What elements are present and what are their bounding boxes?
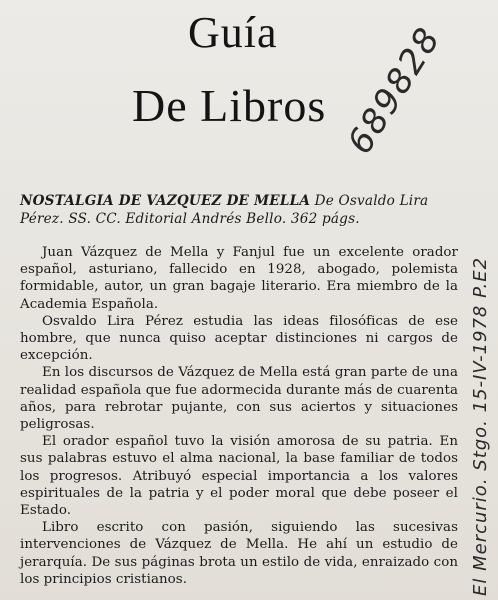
- review-body: [20, 244, 458, 588]
- handwritten-catalog-number: 689828: [340, 19, 450, 162]
- section-title-line-1: Guía: [188, 8, 278, 57]
- paragraph: En los discursos de Vázquez de Mella está gran parte de una realidad española que fue adormecida durante más de cuarenta años, para rebrotar pujante, con sus aciertos y situaciones peligrosas.: [20, 365, 459, 433]
- section-title-line-2: De Libros: [132, 80, 327, 131]
- book-title: NOSTALGIA DE VAZQUEZ DE MELLA: [20, 193, 311, 209]
- book-reference: [20, 192, 460, 228]
- paragraph: Libro escrito con pasión, siguiendo las sucesivas intervenciones de Vázquez de Mella. He ahí un estudio de jerarquía. De sus páginas brota un estilo de vida, enraizado con los principios cristianos.: [20, 520, 458, 587]
- paragraph: Osvaldo Lira Pérez estudia las ideas filosóficas de ese hombre, que nunca quiso aceptar distinciones ni cargos de excepción.: [20, 313, 458, 364]
- handwritten-source-annotation: El Mercurio. Stgo. 15-IV-1978 P.E2: [470, 256, 491, 596]
- book-details: De Osvaldo Lira Pérez. SS. CC. Editorial Andrés Bello. 362 págs.: [20, 193, 429, 227]
- paragraph: Juan Vázquez de Mella y Fanjul fue un excelente orador español, asturiano, fallecido en 1928, abogado, polemista formidable, autor, un gran bagaje literario. Era miembro de la Academia Española.: [20, 245, 458, 312]
- paragraph: El orador español tuvo la visión amorosa de su patria. En sus palabras estuvo el alma nacional, la base familiar de todos los progresos. Atribuyó especial importancia a los valores espirituales de la patria y el poder moral que debe poseer el Estado.: [20, 434, 458, 519]
